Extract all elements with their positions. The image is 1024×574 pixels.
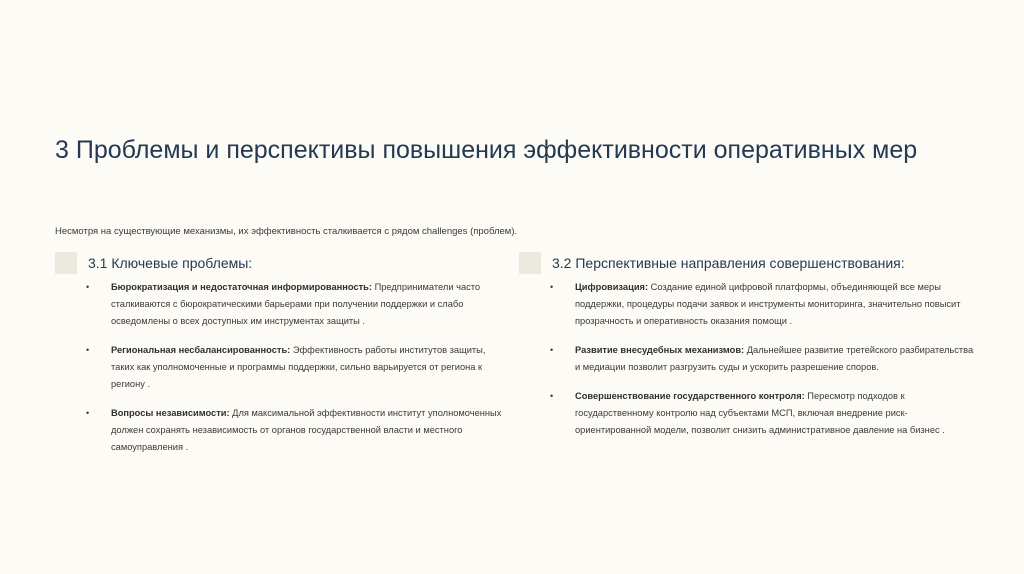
- section-marker-icon: [519, 252, 541, 274]
- bullet-icon: •: [550, 282, 554, 292]
- item-description: Дальнейшее развитие третейского разбирательства и медиации позволит разгрузить суды и ускорить разрешение споров.: [575, 345, 974, 372]
- perspectives-heading: 3.2 Перспективные направления совершенствования:: [552, 255, 905, 271]
- bullet-icon: •: [86, 408, 90, 418]
- list-item: [519, 388, 975, 439]
- bullet-icon: •: [550, 391, 554, 401]
- perspectives-list: [519, 279, 974, 451]
- list-item: [519, 279, 975, 330]
- list-item: [519, 342, 975, 376]
- problems-list: [55, 279, 502, 468]
- item-description: Эффективность работы институтов защиты, таких как уполномоченные и программы поддержки, сильно варьируется от региона к региону .: [111, 345, 486, 389]
- slide-title: 3 Проблемы и перспективы повышения эффективности оперативных мер: [55, 136, 918, 164]
- item-term: Региональная несбалансированность:: [111, 345, 291, 355]
- item-term: Вопросы независимости:: [111, 408, 230, 418]
- item-term: Бюрократизация и недостаточная информированность:: [111, 282, 372, 292]
- problems-column: [55, 252, 502, 452]
- item-description: Создание единой цифровой платформы, объединяющей все меры поддержки, процедуры подачи заявок и инструменты мониторинга, значительно повысит прозрачность и оперативность оказания помощи .: [575, 282, 961, 326]
- item-description: Пересмотр подходов к государственному контролю над субъектами МСП, включая внедрение риск-ориентированной модели, позволит снизить административное давление на бизнес .: [575, 391, 945, 435]
- section-marker-icon: [55, 252, 77, 274]
- item-description: Для максимальной эффективности институт уполномоченных должен сохранять независимость от органов государственной власти и местного самоуправления .: [111, 408, 502, 452]
- intro-text: Несмотря на существующие механизмы, их эффективность сталкивается с рядом challenges (проблем).: [55, 226, 518, 237]
- bullet-icon: •: [86, 345, 90, 355]
- item-term: Развитие внесудебных механизмов:: [575, 345, 745, 355]
- list-item: [55, 405, 511, 456]
- item-term: Цифровизация:: [575, 282, 649, 292]
- list-item: [55, 342, 511, 393]
- perspectives-header: [519, 252, 959, 274]
- list-item: [55, 279, 511, 330]
- perspectives-column: [519, 252, 974, 435]
- problems-header: [55, 252, 495, 274]
- bullet-icon: •: [86, 282, 90, 292]
- bullet-icon: •: [550, 345, 554, 355]
- item-description: Предприниматели часто сталкиваются с бюрократическими барьерами при получении поддержки и слабо осведомлены о всех доступных им инструментах защиты .: [111, 282, 481, 326]
- problems-heading: 3.1 Ключевые проблемы:: [88, 255, 253, 271]
- item-term: Совершенствование государственного контроля:: [575, 391, 805, 401]
